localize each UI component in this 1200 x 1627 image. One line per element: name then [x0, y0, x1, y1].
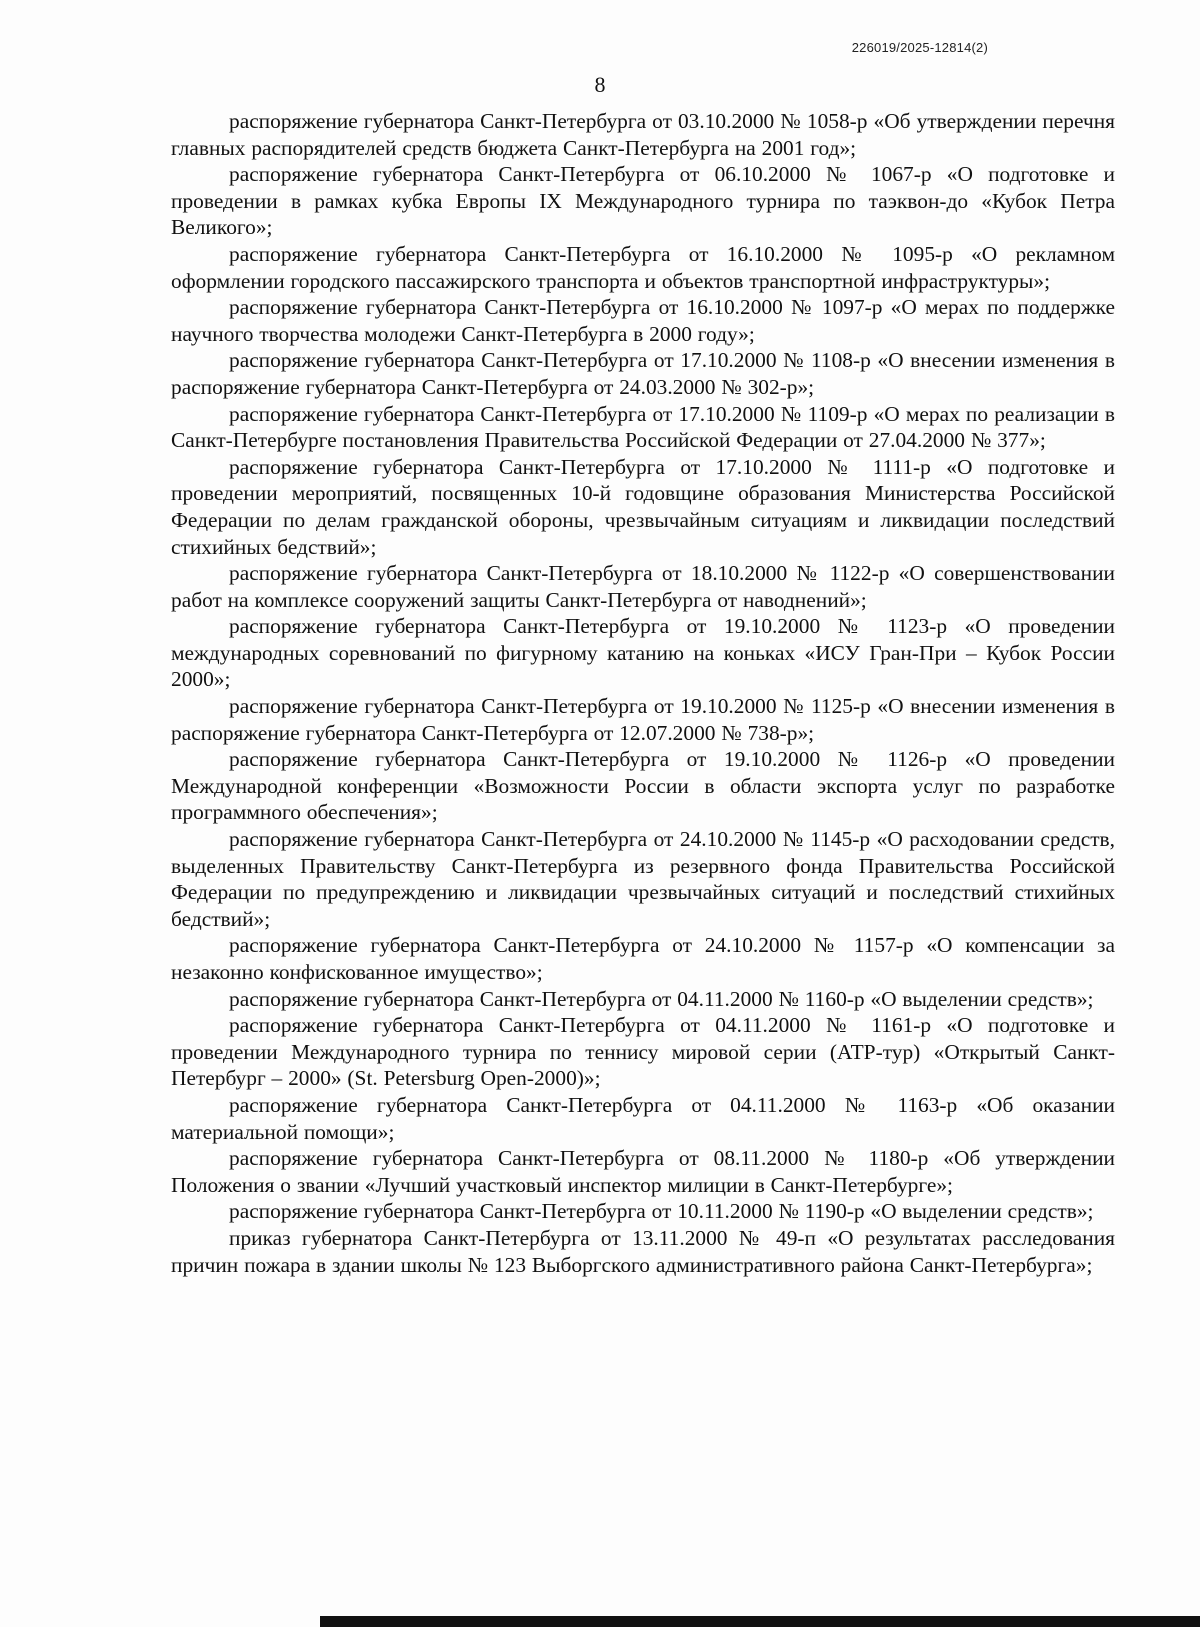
- list-item: распоряжение губернатора Санкт-Петербурга от 24.10.2000 № 1157-р «О компенсации за незаконно конфискованное имущество»;: [171, 933, 1115, 984]
- list-item: распоряжение губернатора Санкт-Петербурга от 16.10.2000 № 1095-р «О рекламном оформлении городского пассажирского транспорта и объектов транспортной инфраструктуры»;: [171, 241, 1115, 293]
- document-body: [171, 108, 1115, 1278]
- list-item: приказ губернатора Санкт-Петербурга от 13.11.2000 № 49-п «О результатах расследования причин пожара в здании школы № 123 Выборгского административного района Санкт-Петербурга»;: [171, 1225, 1115, 1277]
- list-item: распоряжение губернатора Санкт-Петербурга от 04.11.2000 № 1161-р «О подготовке и проведении Международного турнира по теннису мировой серии (АТР-тур) «Открытый Санкт-Петербург – 2000» (St. Petersburg Open-2000)»;: [171, 1013, 1115, 1091]
- list-item: распоряжение губернатора Санкт-Петербурга от 10.11.2000 № 1190-р «О выделении средств»;: [229, 1199, 1094, 1224]
- list-item: распоряжение губернатора Санкт-Петербурга от 19.10.2000 № 1125-р «О внесении изменения в распоряжение губернатора Санкт-Петербурга от 12.07.2000 № 738-р»;: [171, 694, 1115, 745]
- scan-edge-bar: [320, 1616, 1200, 1627]
- list-item: распоряжение губернатора Санкт-Петербурга от 24.10.2000 № 1145-р «О расходовании средств, выделенных Правительству Санкт-Петербурга из резервного фонда Правительства Российской Федерации по предупреждению и ликвидации чрезвычайных ситуаций и последствий стихийных бедствий»;: [171, 827, 1115, 931]
- list-item: распоряжение губернатора Санкт-Петербурга от 17.10.2000 № 1108-р «О внесении изменения в распоряжение губернатора Санкт-Петербурга от 24.03.2000 № 302-р»;: [171, 348, 1115, 399]
- list-item: распоряжение губернатора Санкт-Петербурга от 16.10.2000 № 1097-р «О мерах по поддержке научного творчества молодежи Санкт-Петербурга в 2000 году»;: [171, 295, 1115, 346]
- list-item: распоряжение губернатора Санкт-Петербурга от 19.10.2000 № 1126-р «О проведении Международной конференции «Возможности России в области экспорта услуг по разработке программного обеспечения»;: [171, 747, 1115, 825]
- list-item: распоряжение губернатора Санкт-Петербурга от 18.10.2000 № 1122-р «О совершенствовании работ на комплексе сооружений защиты Санкт-Петербурга от наводнений»;: [171, 561, 1115, 612]
- list-item: распоряжение губернатора Санкт-Петербурга от 06.10.2000 № 1067-р «О подготовке и проведении в рамках кубка Европы IX Международного турнира по таэквон-до «Кубок Петра Великого»;: [171, 162, 1115, 240]
- list-item: распоряжение губернатора Санкт-Петербурга от 08.11.2000 № 1180-р «Об утверждении Положения о звании «Лучший участковый инспектор милиции в Санкт-Петербурге»;: [171, 1146, 1115, 1197]
- list-item: распоряжение губернатора Санкт-Петербурга от 17.10.2000 № 1111-р «О подготовке и проведении мероприятий, посвященных 10-й годовщине образования Министерства Российской Федерации по делам гражданской обороны, чрезвычайным ситуациям и ликвидации последствий стихийных бедствий»;: [171, 454, 1115, 559]
- page-number: 8: [594, 72, 606, 97]
- list-item: распоряжение губернатора Санкт-Петербурга от 19.10.2000 № 1123-р «О проведении международных соревнований по фигурному катанию на коньках «ИСУ Гран-При – Кубок России 2000»;: [171, 614, 1115, 692]
- list-item: распоряжение губернатора Санкт-Петербурга от 04.11.2000 № 1163-р «Об оказании материальной помощи»;: [171, 1092, 1115, 1144]
- document-id: 226019/2025-12814(2): [851, 40, 988, 55]
- list-item: распоряжение губернатора Санкт-Петербурга от 17.10.2000 № 1109-р «О мерах по реализации в Санкт-Петербурге постановления Правительства Российской Федерации от 27.04.2000 № 377»;: [171, 401, 1115, 453]
- list-item: распоряжение губернатора Санкт-Петербурга от 03.10.2000 № 1058-р «Об утверждении перечня главных распорядителей средств бюджета Санкт-Петербурга на 2001 год»;: [171, 109, 1115, 160]
- list-item: распоряжение губернатора Санкт-Петербурга от 04.11.2000 № 1160-р «О выделении средств»;: [229, 986, 1094, 1011]
